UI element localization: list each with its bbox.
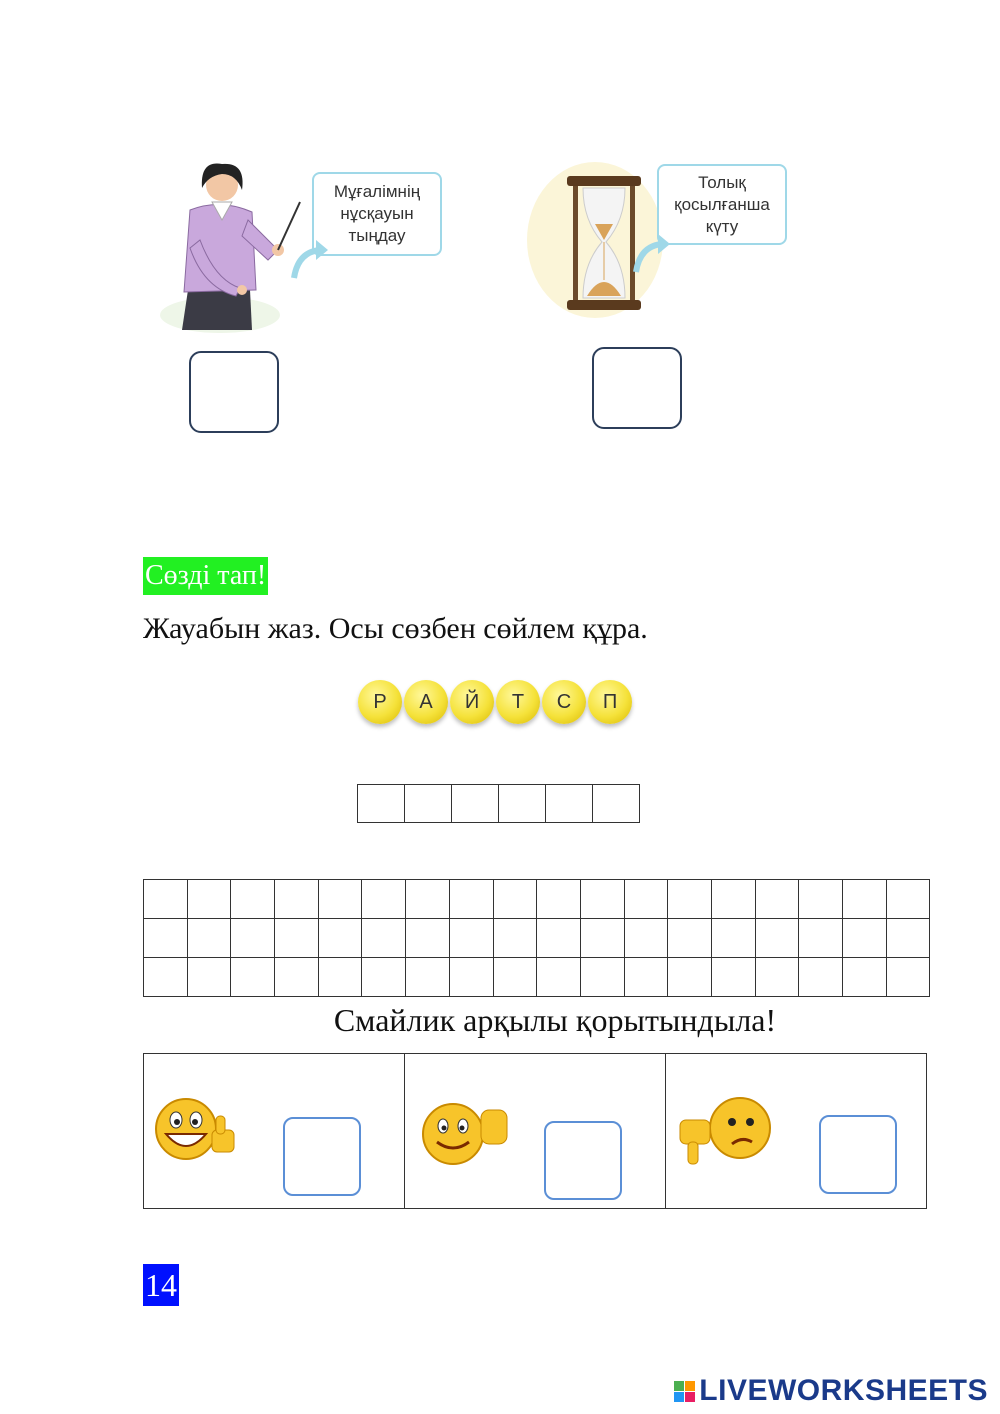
writing-cell[interactable] <box>275 880 319 919</box>
writing-cell[interactable] <box>843 919 887 958</box>
writing-cell[interactable] <box>886 880 930 919</box>
writing-cell[interactable] <box>668 958 712 997</box>
letter-coin: Й <box>450 680 494 724</box>
writing-cell[interactable] <box>362 919 406 958</box>
writing-cell[interactable] <box>580 958 624 997</box>
teacher-answer-box[interactable] <box>189 351 279 433</box>
sentence-writing-grid[interactable] <box>143 879 930 997</box>
writing-cell[interactable] <box>231 958 275 997</box>
liveworksheets-logo <box>674 1374 988 1408</box>
writing-cell[interactable] <box>755 958 799 997</box>
writing-cell[interactable] <box>537 958 581 997</box>
writing-cell[interactable] <box>886 958 930 997</box>
writing-cell[interactable] <box>624 880 668 919</box>
writing-cell[interactable] <box>799 958 843 997</box>
writing-cell[interactable] <box>362 958 406 997</box>
letter-coin: А <box>404 680 448 724</box>
letter-coin: Т <box>496 680 540 724</box>
writing-cell[interactable] <box>580 880 624 919</box>
writing-cell[interactable] <box>275 919 319 958</box>
word-letter-cell[interactable] <box>358 785 405 823</box>
writing-cell[interactable] <box>537 919 581 958</box>
writing-cell[interactable] <box>711 880 755 919</box>
word-letter-cell[interactable] <box>546 785 593 823</box>
writing-cell[interactable] <box>187 880 231 919</box>
arrow-icon <box>290 232 330 287</box>
writing-cell[interactable] <box>843 958 887 997</box>
writing-cell[interactable] <box>318 919 362 958</box>
ok-answer-box[interactable] <box>544 1121 622 1200</box>
writing-cell[interactable] <box>318 880 362 919</box>
letter-coin: Р <box>358 680 402 724</box>
writing-cell[interactable] <box>799 880 843 919</box>
writing-cell[interactable] <box>406 880 450 919</box>
writing-cell[interactable] <box>624 958 668 997</box>
writing-cell[interactable] <box>449 919 493 958</box>
hourglass-rule-text: Толық қосылғанша күту <box>674 172 770 236</box>
writing-cell[interactable] <box>144 919 188 958</box>
word-letter-cell[interactable] <box>405 785 452 823</box>
writing-cell[interactable] <box>843 880 887 919</box>
writing-cell[interactable] <box>755 919 799 958</box>
task-title: Сөзді тап! <box>143 557 268 595</box>
smiley-cell-bad <box>666 1054 927 1209</box>
writing-cell[interactable] <box>624 919 668 958</box>
smiley-cell-good <box>144 1054 405 1209</box>
teacher-rule-text: Мұғалімнің нұсқауын тыңдау <box>333 182 421 245</box>
writing-cell[interactable] <box>231 919 275 958</box>
writing-cell[interactable] <box>144 958 188 997</box>
writing-cell[interactable] <box>318 958 362 997</box>
task-instruction: Жауабын жаз. Осы сөзбен сөйлем құра. <box>143 612 648 645</box>
bad-answer-box[interactable] <box>819 1115 897 1194</box>
hourglass-rule-bubble <box>657 164 787 245</box>
good-answer-box[interactable] <box>283 1117 361 1196</box>
word-letter-cell[interactable] <box>499 785 546 823</box>
writing-cell[interactable] <box>668 919 712 958</box>
writing-cell[interactable] <box>711 958 755 997</box>
smiley-evaluation-table <box>143 1053 927 1209</box>
writing-cell[interactable] <box>493 880 537 919</box>
writing-cell[interactable] <box>580 919 624 958</box>
word-letter-cell[interactable] <box>593 785 640 823</box>
liveworksheets-logo-icon <box>674 1381 695 1402</box>
word-letter-cell[interactable] <box>452 785 499 823</box>
thumbs-down-smiley-icon <box>676 1092 776 1177</box>
writing-cell[interactable] <box>406 958 450 997</box>
writing-cell[interactable] <box>449 958 493 997</box>
writing-cell[interactable] <box>187 958 231 997</box>
writing-cell[interactable] <box>493 958 537 997</box>
writing-cell[interactable] <box>144 880 188 919</box>
writing-cell[interactable] <box>449 880 493 919</box>
writing-cell[interactable] <box>755 880 799 919</box>
writing-cell[interactable] <box>187 919 231 958</box>
word-answer-grid <box>357 784 640 823</box>
writing-cell[interactable] <box>799 919 843 958</box>
teacher-rule-bubble <box>312 172 442 256</box>
arrow-icon <box>632 226 672 281</box>
writing-cell[interactable] <box>275 958 319 997</box>
writing-cell[interactable] <box>231 880 275 919</box>
hourglass-answer-box[interactable] <box>592 347 682 429</box>
smiley-cell-ok <box>405 1054 666 1209</box>
writing-cell[interactable] <box>711 919 755 958</box>
writing-cell[interactable] <box>668 880 712 919</box>
writing-cell[interactable] <box>406 919 450 958</box>
summary-title: Смайлик арқылы қорытындыла! <box>333 1002 777 1038</box>
letter-coin: С <box>542 680 586 724</box>
writing-cell[interactable] <box>537 880 581 919</box>
letter-coin: П <box>588 680 632 724</box>
writing-cell[interactable] <box>493 919 537 958</box>
waving-smiley-icon <box>419 1096 514 1171</box>
writing-cell[interactable] <box>362 880 406 919</box>
writing-cell[interactable] <box>886 919 930 958</box>
watermark-text: LIVEWORKSHEETS <box>699 1374 988 1407</box>
page-number: 14 <box>143 1264 179 1306</box>
thumbs-up-smiley-icon <box>154 1094 244 1169</box>
